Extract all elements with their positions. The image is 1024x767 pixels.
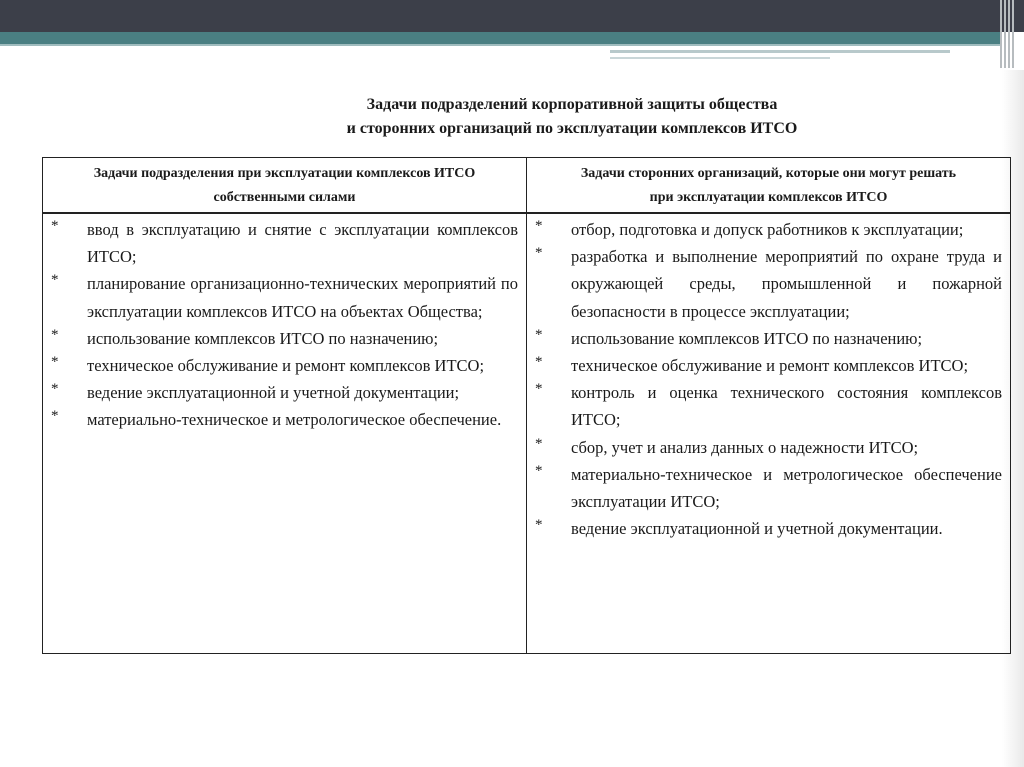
list-item <box>529 216 1002 243</box>
list-item <box>45 325 518 352</box>
slide-header-band <box>0 0 1024 32</box>
task-text: сбор, учет и анализ данных о надежности ИТСО; <box>571 437 919 457</box>
list-item <box>45 270 518 324</box>
task-text: ведение эксплуатационной и учетной документации. <box>571 519 943 539</box>
bullet-mark: * <box>535 381 543 398</box>
bullet-mark: * <box>51 326 59 343</box>
slide-header-rule <box>610 57 830 59</box>
list-item <box>45 406 518 433</box>
third-parties-task-list <box>527 214 1010 542</box>
task-text: техническое обслуживание и ремонт комплексов ИТСО; <box>571 356 969 376</box>
bullet-mark: * <box>51 272 59 289</box>
task-text: контроль и оценка технического состояния комплексов ИТСО; <box>571 383 1002 430</box>
column-header-line: Задачи подразделения при эксплуатации комплексов ИТСО <box>93 166 476 181</box>
task-text: использование комплексов ИТСО по назначению; <box>87 328 439 348</box>
bullet-mark: * <box>535 354 543 371</box>
table-body-row <box>43 213 1011 654</box>
task-text: материально-техническое и метрологическое обеспечение эксплуатации ИТСО; <box>571 464 1002 512</box>
list-item <box>45 379 518 406</box>
list-item <box>45 352 518 379</box>
column-header-line: собственными силами <box>213 190 356 205</box>
own-forces-task-list <box>43 214 526 434</box>
task-text: ведение эксплуатационной и учетной документации; <box>87 383 460 403</box>
slide-header-rule <box>0 44 1000 46</box>
bullet-mark: * <box>535 218 543 234</box>
document-title <box>0 93 1024 141</box>
bullet-mark: * <box>535 462 543 479</box>
title-line-2: и сторонних организаций по эксплуатации комплексов ИТСО <box>346 120 798 137</box>
slide-header-accent <box>0 32 1000 44</box>
table-header-row <box>43 158 1011 214</box>
third-parties-cell <box>527 213 1011 654</box>
task-text: ввод в эксплуатацию и снятие с эксплуатации комплексов ИТСО; <box>87 220 518 267</box>
task-text: планирование организационно-технических мероприятий по эксплуатации комплексов ИТСО на объектах Общества; <box>87 274 518 321</box>
column-header-third-parties <box>527 158 1011 214</box>
list-item <box>529 352 1002 379</box>
column-header-line: при эксплуатации комплексов ИТСО <box>649 190 888 205</box>
list-item <box>529 325 1002 352</box>
task-text: материально-техническое и метрологическое обеспечение. <box>87 410 502 430</box>
tasks-table <box>42 157 1011 654</box>
column-header-line: Задачи сторонних организаций, которые они могут решать <box>580 166 957 181</box>
title-line-1: Задачи подразделений корпоративной защиты общества <box>366 96 778 113</box>
own-forces-cell <box>43 213 527 654</box>
list-item <box>529 379 1002 433</box>
bullet-mark: * <box>51 408 59 425</box>
list-item <box>45 216 518 270</box>
slide-header-rule <box>610 50 950 53</box>
bullet-mark: * <box>51 218 59 234</box>
list-item <box>529 515 1002 542</box>
list-item <box>529 434 1002 461</box>
task-text: разработка и выполнение мероприятий по охране труда и окружающей среды, промышленной и пожарной безопасности в процессе эксплуатации; <box>571 247 1002 321</box>
task-text: техническое обслуживание и ремонт комплексов ИТСО; <box>87 356 485 376</box>
slide-side-rail <box>1000 0 1014 70</box>
column-header-own-forces <box>43 158 527 214</box>
task-text: использование комплексов ИТСО по назначению; <box>571 328 923 348</box>
list-item <box>529 461 1002 515</box>
bullet-mark: * <box>535 517 543 534</box>
bullet-mark: * <box>535 326 543 343</box>
bullet-mark: * <box>535 245 543 262</box>
task-text: отбор, подготовка и допуск работников к эксплуатации; <box>571 220 964 239</box>
bullet-mark: * <box>51 354 59 371</box>
bullet-mark: * <box>51 381 59 398</box>
list-item <box>529 243 1002 325</box>
bullet-mark: * <box>535 435 543 452</box>
